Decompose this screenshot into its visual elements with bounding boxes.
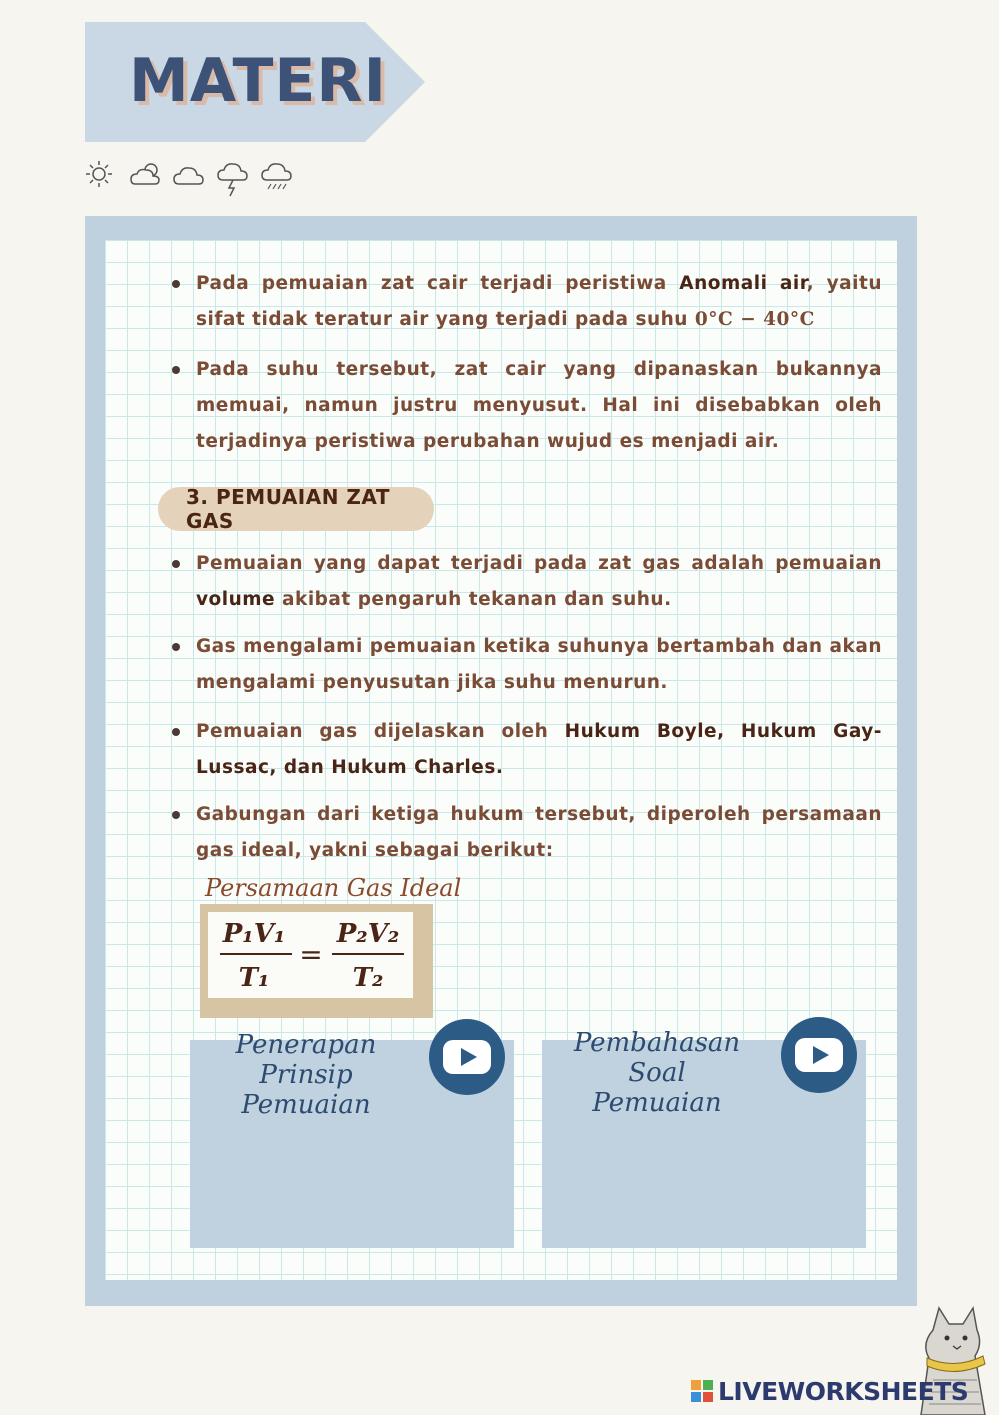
page-title: MATERI [129, 46, 387, 116]
rain-icon [261, 158, 299, 198]
liveworksheets-brand [690, 1374, 968, 1408]
sun-icon [85, 158, 123, 198]
ideal-gas-equation [208, 912, 413, 998]
bullet-hukum-gas: Pemuaian gas dijelaskan oleh Hukum Boyle, Hukum Gay-Lussac, dan Hukum Charles. [196, 714, 882, 786]
liveworksheets-text: LIVEWORKSHEETS [718, 1376, 969, 1406]
bullet-pemuaian-volume: Pemuaian yang dapat terjadi pada zat gas adalah pemuaian volume akibat pengaruh tekanan dan suhu. [196, 546, 882, 618]
bullet-gas-mengalami: Gas mengalami pemuaian ketika suhunya bertambah dan akan mengalami penyusutan jika suhu menurun. [196, 629, 882, 701]
video-title-penerapan: Penerapan Prinsip Pemuaian [235, 1030, 377, 1120]
bullet-anomali-air: Pada pemuaian zat cair terjadi peristiwa Anomali air, yaitu sifat tidak teratur air yang terjadi pada suhu 0°C − 40°C [196, 266, 882, 338]
lhs-denominator: T₁ [238, 963, 270, 993]
temperature-range: 0°C − 40°C [694, 309, 815, 330]
equation-title: Persamaan Gas Ideal [205, 874, 462, 902]
bullet-gabungan: Gabungan dari ketiga hukum tersebut, diperoleh persamaan gas ideal, yakni sebagai berikut: [196, 797, 882, 869]
section-heading: 3. PEMUAIAN ZAT GAS [158, 487, 434, 531]
rhs-numerator: P₂V₂ [336, 919, 400, 949]
partly-cloudy-icon [129, 158, 167, 198]
lhs-numerator: P₁V₁ [222, 919, 286, 949]
play-button-penerapan[interactable] [428, 1018, 506, 1096]
anomali-air-highlight: Anomali air [679, 273, 807, 294]
cloud-icon [173, 158, 211, 198]
materi-banner [85, 22, 425, 142]
thunderstorm-icon [217, 158, 255, 198]
weather-icon-row [85, 158, 299, 200]
play-button-pembahasan[interactable] [780, 1016, 858, 1094]
rhs-denominator: T₂ [352, 963, 384, 993]
equals-sign: = [299, 938, 323, 971]
bullet-suhu-tersebut: Pada suhu tersebut, zat cair yang dipanaskan bukannya memuai, namun justru menyusut. Hal ini disebabkan oleh terjadinya peristiwa perubahan wujud es menjadi air. [196, 352, 882, 460]
liveworksheets-logo-icon [690, 1379, 714, 1403]
video-title-pembahasan: Pembahasan Soal Pemuaian [573, 1028, 741, 1118]
